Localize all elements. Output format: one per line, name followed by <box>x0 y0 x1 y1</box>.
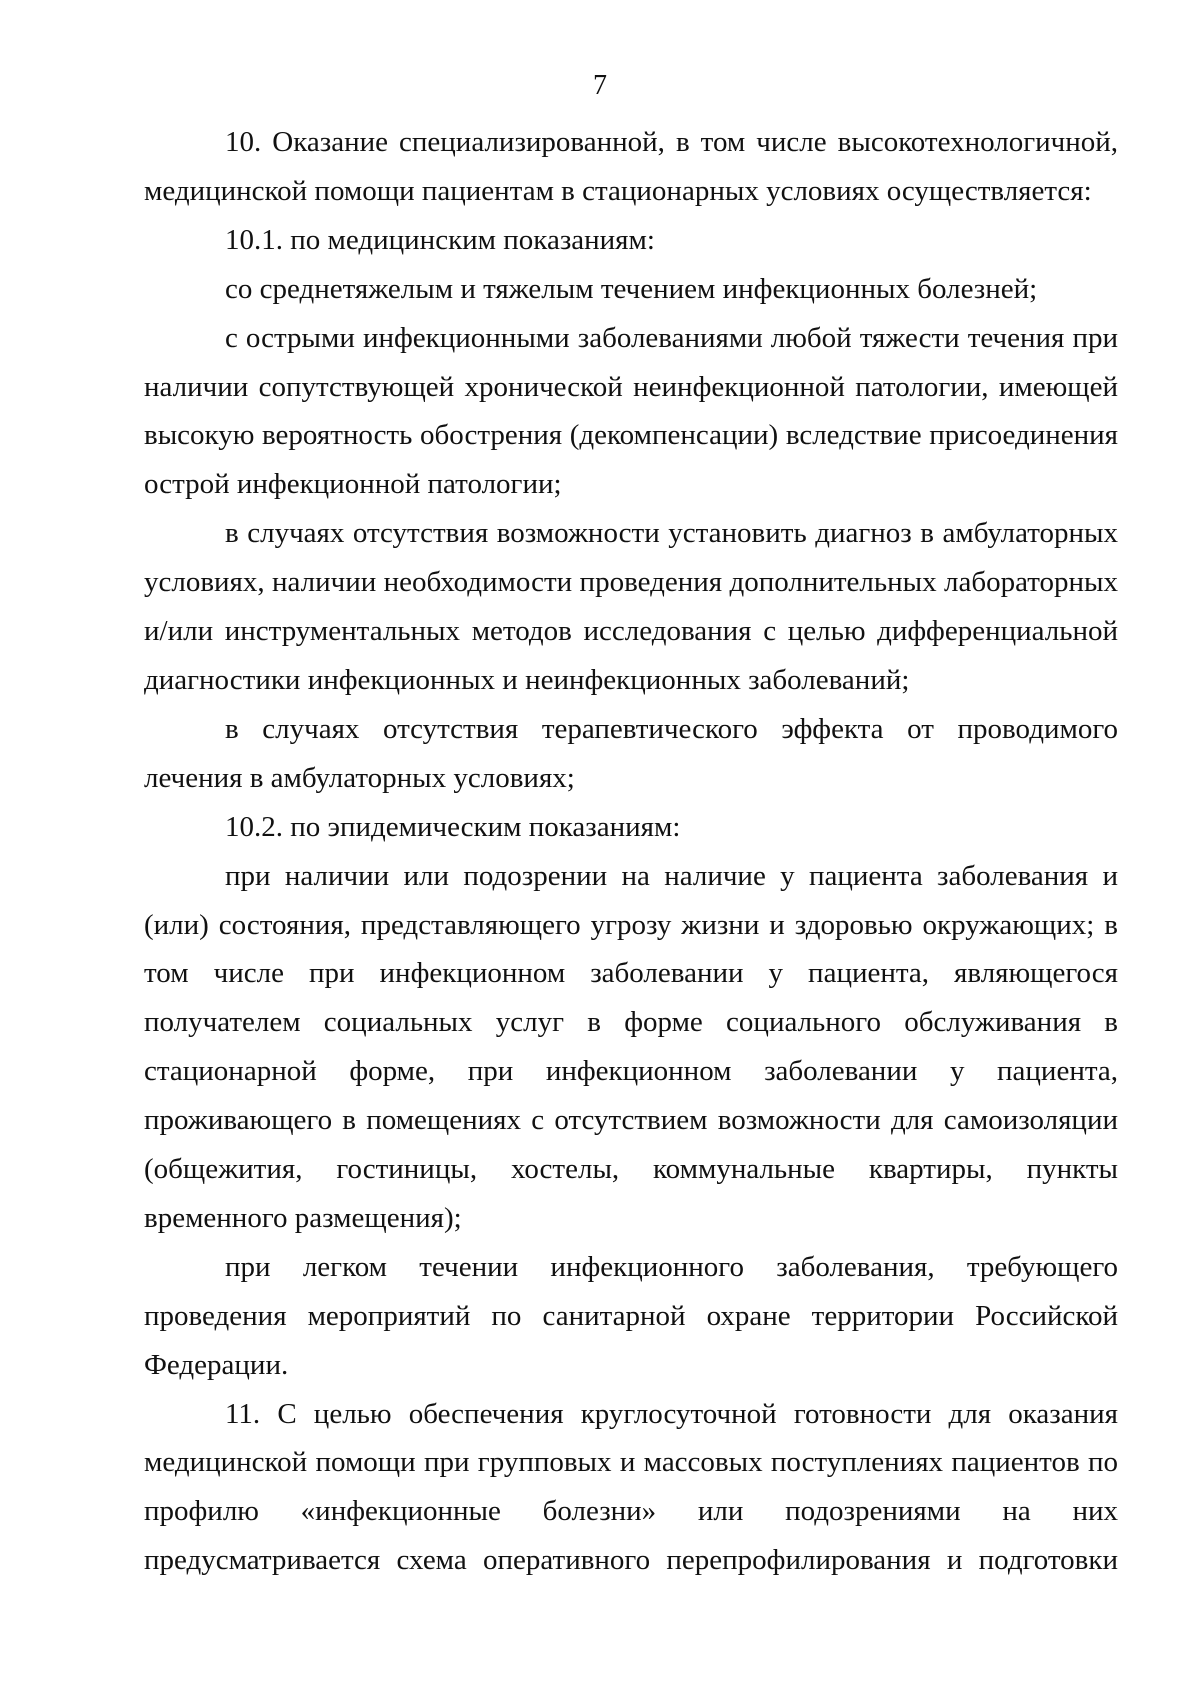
paragraph-10-2-item-2: при легком течении инфекционного заболевания, требующего проведения мероприятий по санитарной охране территории Российской Федерации. <box>144 1250 1118 1381</box>
paragraph-10-1-item-4: в случаях отсутствия терапевтического эффекта от проводимого лечения в амбулаторных условиях; <box>144 712 1118 794</box>
paragraph-10-2-item-1: при наличии или подозрении на наличие у пациента заболевания и (или) состояния, представляющего угрозу жизни и здоровью окружающих; в том числе при инфекционном заболевании у пациента, являющегося получателем социальных услуг в форме социального обслуживания в стационарной форме, при инфекционном заболевании у пациента, проживающего в помещениях с отсутствием возможности для самоизоляции (общежития, гостиницы, хостелы, коммунальные квартиры, пункты временного размещения); <box>144 859 1118 1234</box>
paragraph-10-1: 10.1. по медицинским показаниям: <box>225 223 655 256</box>
page-number: 7 <box>593 70 607 101</box>
paragraph-10-1-item-2: с острыми инфекционными заболеваниями любой тяжести течения при наличии сопутствующей хронической неинфекционной патологии, имеющей высокую вероятность обострения (декомпенсации) вследствие присоединения острой инфекционной патологии; <box>144 321 1118 501</box>
paragraph-10-2: 10.2. по эпидемическим показаниям: <box>225 810 681 843</box>
paragraph-10-1-item-1: со среднетяжелым и тяжелым течением инфекционных болезней; <box>225 272 1038 305</box>
document-body <box>144 118 1118 1585</box>
paragraph-10-1-item-3: в случаях отсутствия возможности установить диагноз в амбулаторных условиях, наличии необходимости проведения дополнительных лабораторных и/или инструментальных методов исследования с целью дифференциальной диагностики инфекционных и неинфекционных заболеваний; <box>144 517 1118 696</box>
paragraph-10: 10. Оказание специализированной, в том числе высокотехнологичной, медицинской помощи пациентам в стационарных условиях осуществляется: <box>144 126 1118 207</box>
paragraph-11: 11. С целью обеспечения круглосуточной готовности для оказания медицинской помощи при групповых и массовых поступлениях пациентов по профилю «инфекционные болезни» или подозрениями на них предусматривается схема оперативного перепрофилирования и подготовки <box>144 1397 1118 1577</box>
